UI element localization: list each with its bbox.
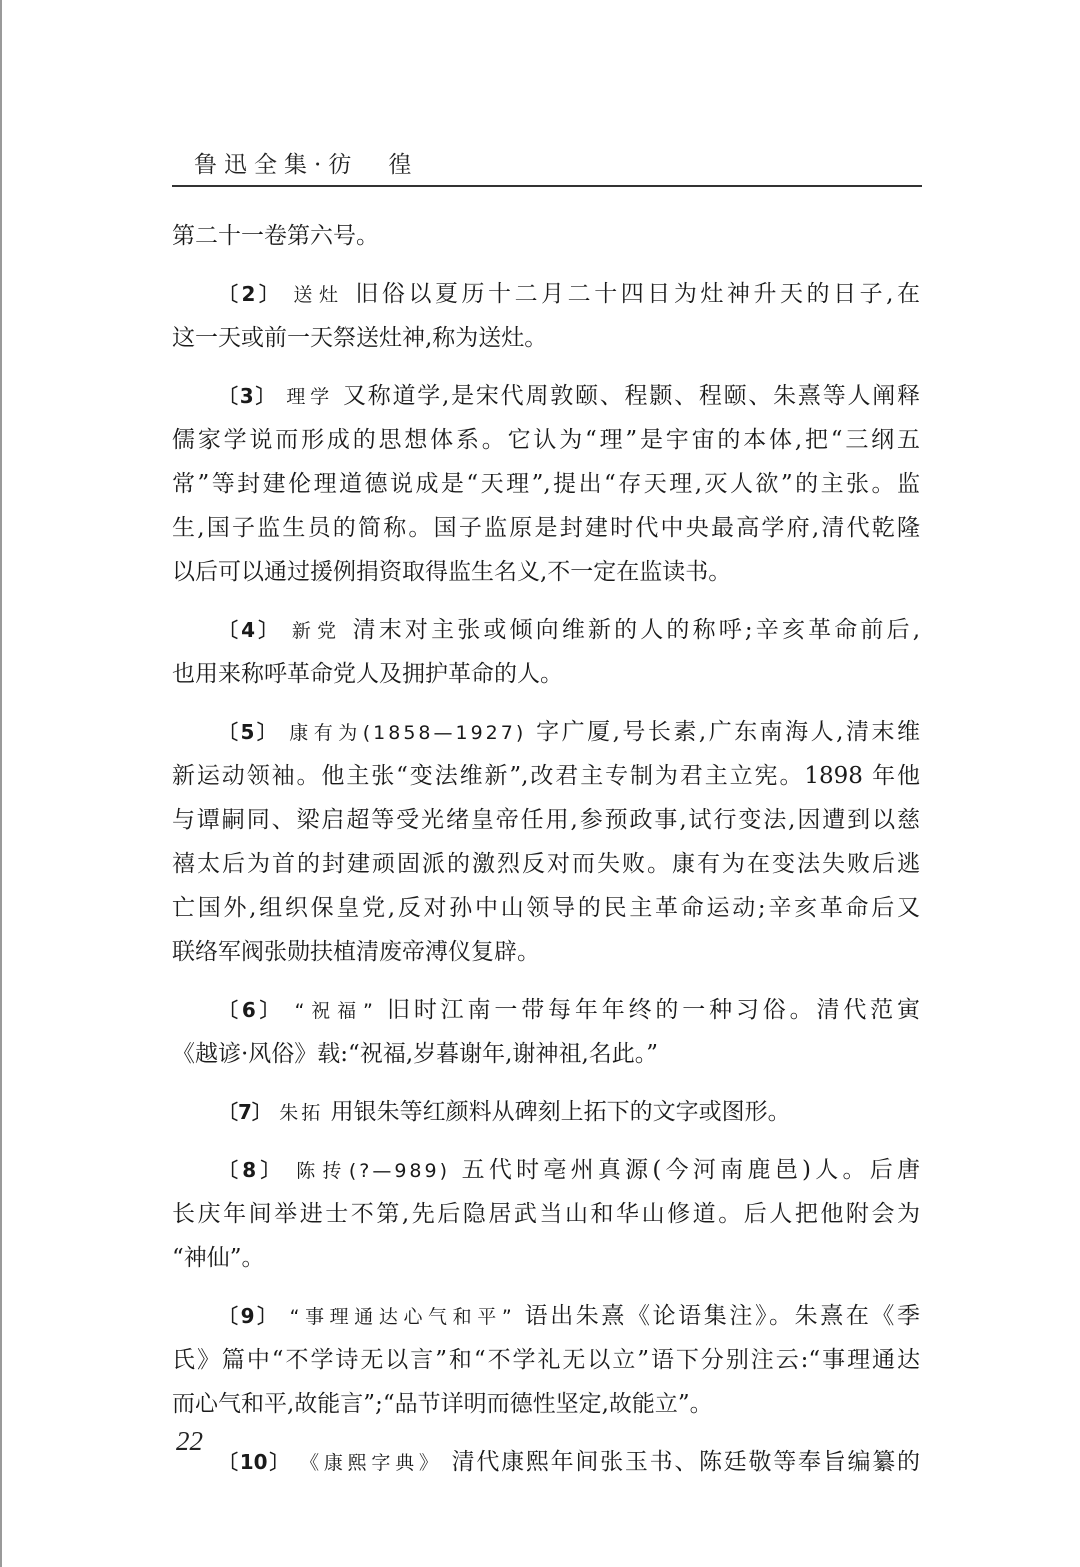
page-edge: [0, 0, 2, 1567]
note-2-line-2: 这一天或前一天祭送灶神,称为送灶。: [172, 325, 548, 351]
note-5-line-1: [172, 710, 920, 754]
note-term: 理学: [286, 386, 334, 408]
note-1-line-1: 第二十一卷第六号。: [172, 223, 379, 249]
note-term: 陈抟(?—989): [296, 1160, 450, 1182]
note-text: 五代时亳州真源(今河南鹿邑)人。后唐: [461, 1157, 920, 1183]
note-8-line-2: 长庆年间举进士不第,先后隐居武当山和华山修道。后人把他附会为: [172, 1201, 920, 1227]
running-head: [194, 146, 418, 179]
note-9-line-2: 氏》篇中“不学诗无以言”和“不学礼无以立”语下分别注云:“事理通达: [172, 1347, 920, 1373]
note-6-line-2: 《越谚·风俗》载:“祝福,岁暮谢年,谢神祖,名此。”: [172, 1041, 659, 1067]
note-number: 〔10〕: [218, 1450, 292, 1474]
note-text: 字广厦,号长素,广东南海人,清末维: [536, 719, 920, 745]
note-text: 语出朱熹《论语集注》。朱熹在《季: [524, 1303, 920, 1329]
note-text: 用银朱等红颜料从碑刻上拓下的文字或图形。: [330, 1099, 791, 1125]
note-2-line-1: [172, 272, 920, 316]
note-number: 〔8〕: [218, 1158, 285, 1182]
running-head-title: 鲁迅全集·彷: [194, 152, 359, 178]
note-5-line-2: 新运动领袖。他主张“变法维新”,改君主专制为君主立宪。1898 年他: [172, 763, 920, 789]
note-5-line-6: 联络军阀张勋扶植清废帝溥仪复辟。: [172, 939, 540, 965]
note-5-line-4: 禧太后为首的封建顽固派的激烈反对而失败。康有为在变法失败后逃: [172, 851, 920, 877]
note-3-line-2: 儒家学说而形成的思想体系。它认为“理”是宇宙的本体,把“三纲五: [172, 427, 920, 453]
note-9-line-1: [172, 1294, 920, 1338]
note-term: “祝福”: [294, 1000, 376, 1022]
note-term: 新党: [291, 620, 343, 642]
note-9-line-3: 而心气和平,故能言”;“品节详明而德性坚定,故能立”。: [172, 1391, 713, 1417]
note-3-line-4: 生,国子监生员的简称。国子监原是封建时代中央最高学府,清代乾隆: [172, 515, 920, 541]
note-number: 〔3〕: [218, 384, 278, 408]
note-3-line-3: 常”等封建伦理道德说成是“天理”,提出“存天理,灭人欲”的主张。监: [172, 471, 920, 497]
note-5-line-3: 与谭嗣同、梁启超等受光绪皇帝任用,参预政事,试行变法,因遭到以慈: [172, 807, 920, 833]
note-term: 康有为(1858—1927): [289, 722, 527, 744]
note-number: 〔2〕: [218, 282, 283, 306]
note-term: 朱拓: [279, 1102, 324, 1124]
note-term: 《康熙字典》: [300, 1452, 443, 1474]
note-text: 旧俗以夏历十二月二十四日为灶神升天的日子,在: [355, 281, 920, 307]
page-number: 22: [176, 1426, 203, 1456]
note-number: 〔7〕: [218, 1100, 272, 1124]
note-8-line-3: “神仙”。: [172, 1245, 265, 1271]
note-6-line-1: [172, 988, 920, 1032]
note-5-line-5: 亡国外,组织保皇党,反对孙中山领导的民主革命运动;辛亥革命后又: [172, 895, 920, 921]
note-number: 〔5〕: [218, 720, 280, 744]
note-3-line-5: 以后可以通过援例捐资取得监生名义,不一定在监读书。: [172, 559, 732, 585]
note-3-line-1: [172, 374, 920, 418]
note-10-line-1: [172, 1440, 920, 1484]
note-text: 清代康熙年间张玉书、陈廷敬等奉旨编纂的: [451, 1449, 920, 1475]
running-head-title-end: 徨: [388, 152, 419, 178]
note-number: 〔9〕: [218, 1304, 280, 1328]
note-number: 〔4〕: [218, 618, 282, 642]
note-term: 送灶: [293, 284, 345, 306]
note-term: “事理通达心气和平”: [289, 1306, 515, 1328]
note-text: 旧时江南一带每年年终的一种习俗。清代范寅: [386, 997, 920, 1023]
note-4-line-2: 也用来称呼革命党人及拥护革命的人。: [172, 661, 563, 687]
note-7-line-1: [172, 1090, 920, 1134]
note-number: 〔6〕: [218, 998, 284, 1022]
note-8-line-1: [172, 1148, 920, 1192]
note-text: 又称道学,是宋代周敦颐、程颢、程颐、朱熹等人阐释: [342, 383, 920, 409]
note-4-line-1: [172, 608, 920, 652]
notes-body: [172, 214, 920, 1484]
header-rule: [172, 185, 922, 187]
note-text: 清末对主张或倾向维新的人的称呼;辛亥革命前后,: [352, 617, 920, 643]
